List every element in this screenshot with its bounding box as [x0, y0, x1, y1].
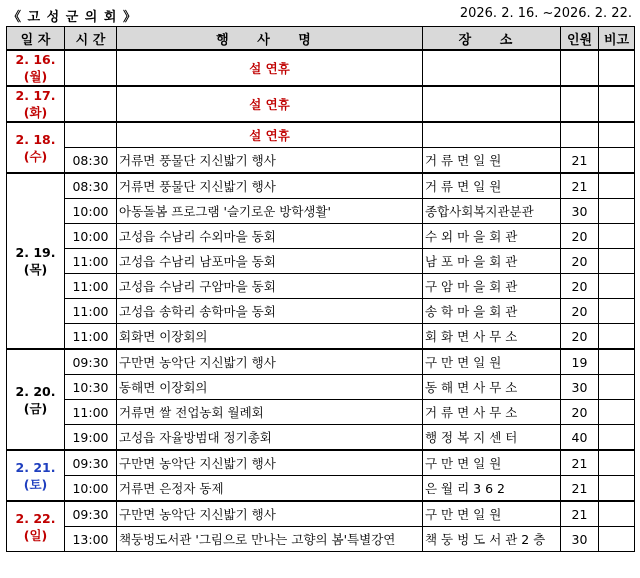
event-cell: 설 연휴: [117, 86, 423, 122]
event-cell: 구만면 농악단 지신밟기 행사: [117, 349, 423, 375]
column-header-event: 행 사 명: [117, 27, 423, 51]
date-cell: 2. 20. (금): [7, 349, 65, 450]
note-cell: [599, 527, 635, 552]
time-cell: 09:30: [65, 501, 117, 527]
time-cell: 09:30: [65, 450, 117, 476]
schedule-body: [7, 50, 635, 552]
attendee-count-cell: 30: [561, 375, 599, 400]
attendee-count-cell: 21: [561, 450, 599, 476]
table-row: [7, 299, 635, 324]
document-header: [6, 6, 634, 24]
table-row: [7, 50, 635, 86]
attendee-count-cell: 20: [561, 400, 599, 425]
place-cell: 거 류 면 일 원: [423, 148, 561, 174]
time-cell: 08:30: [65, 148, 117, 174]
table-row: [7, 148, 635, 174]
time-cell: 09:30: [65, 349, 117, 375]
attendee-count-cell: 21: [561, 148, 599, 174]
event-cell: 구만면 농악단 지신밟기 행사: [117, 450, 423, 476]
table-header-row: [7, 27, 635, 51]
note-cell: [599, 400, 635, 425]
place-cell: 행 정 복 지 센 터: [423, 425, 561, 451]
time-cell: 11:00: [65, 324, 117, 350]
event-cell: 동해면 이장회의: [117, 375, 423, 400]
attendee-count-cell: 20: [561, 324, 599, 350]
note-cell: [599, 501, 635, 527]
table-row: [7, 425, 635, 451]
table-row: [7, 375, 635, 400]
attendee-count-cell: 21: [561, 173, 599, 199]
note-cell: [599, 224, 635, 249]
time-cell: 10:30: [65, 375, 117, 400]
table-row: [7, 501, 635, 527]
note-cell: [599, 349, 635, 375]
time-cell: 10:00: [65, 199, 117, 224]
event-cell: 거류면 풍물단 지신밟기 행사: [117, 173, 423, 199]
time-cell: [65, 50, 117, 86]
table-row: [7, 173, 635, 199]
table-row: [7, 527, 635, 552]
date-cell: 2. 22.(일): [7, 501, 65, 552]
table-row: [7, 122, 635, 148]
note-cell: [599, 249, 635, 274]
time-cell: [65, 122, 117, 148]
table-row: [7, 224, 635, 249]
table-row: [7, 324, 635, 350]
date-cell: 2. 17. (화): [7, 86, 65, 122]
attendee-count-cell: [561, 122, 599, 148]
attendee-count-cell: 21: [561, 476, 599, 502]
event-cell: 거류면 풍물단 지신밟기 행사: [117, 148, 423, 174]
schedule-period: 2026. 2. 16. ~2026. 2. 22.: [459, 6, 632, 21]
place-cell: 동 해 면 사 무 소: [423, 375, 561, 400]
place-cell: [423, 86, 561, 122]
note-cell: [599, 274, 635, 299]
place-cell: 거 류 면 사 무 소: [423, 400, 561, 425]
attendee-count-cell: 30: [561, 199, 599, 224]
attendee-count-cell: 20: [561, 249, 599, 274]
attendee-count-cell: 19: [561, 349, 599, 375]
event-cell: 고성읍 자율방범대 정기총회: [117, 425, 423, 451]
place-cell: 거 류 면 일 원: [423, 173, 561, 199]
event-cell: 책둥벙도서관 '그림으로 만나는 고향의 봄'특별강연: [117, 527, 423, 552]
date-cell: 2. 18. (수): [7, 122, 65, 173]
event-cell: 구만면 농악단 지신밟기 행사: [117, 501, 423, 527]
place-cell: 종합사회복지관분관: [423, 199, 561, 224]
date-cell: 2. 21.(토): [7, 450, 65, 501]
event-cell: 고성읍 수남리 구암마을 동회: [117, 274, 423, 299]
table-row: [7, 476, 635, 502]
attendee-count-cell: [561, 50, 599, 86]
note-cell: [599, 199, 635, 224]
note-cell: [599, 324, 635, 350]
attendee-count-cell: 20: [561, 224, 599, 249]
note-cell: [599, 50, 635, 86]
event-cell: 설 연휴: [117, 50, 423, 86]
column-header-date: 일 자: [7, 27, 65, 51]
time-cell: 10:00: [65, 476, 117, 502]
event-cell: 고성읍 송학리 송학마을 동회: [117, 299, 423, 324]
council-title: 《 고 성 군 의 회 》: [8, 10, 137, 25]
table-row: [7, 274, 635, 299]
place-cell: 수 외 마 을 회 관: [423, 224, 561, 249]
event-cell: 고성읍 수남리 수외마을 동회: [117, 224, 423, 249]
event-cell: 거류면 쌀 전업농회 월례회: [117, 400, 423, 425]
event-cell: 고성읍 수남리 남포마을 동회: [117, 249, 423, 274]
note-cell: [599, 425, 635, 451]
place-cell: 은 월 리 3 6 2: [423, 476, 561, 502]
schedule-table: [6, 26, 635, 552]
column-header-place: 장 소: [423, 27, 561, 51]
place-cell: 남 포 마 을 회 관: [423, 249, 561, 274]
note-cell: [599, 122, 635, 148]
place-cell: 책 둥 벙 도 서 관 2 층: [423, 527, 561, 552]
table-row: [7, 86, 635, 122]
note-cell: [599, 450, 635, 476]
place-cell: [423, 122, 561, 148]
attendee-count-cell: 40: [561, 425, 599, 451]
place-cell: 구 만 면 일 원: [423, 501, 561, 527]
table-row: [7, 249, 635, 274]
event-cell: 거류면 은정자 동제: [117, 476, 423, 502]
time-cell: 13:00: [65, 527, 117, 552]
event-cell: 회화면 이장회의: [117, 324, 423, 350]
date-cell: 2. 16. (월): [7, 50, 65, 86]
attendee-count-cell: 20: [561, 299, 599, 324]
table-row: [7, 349, 635, 375]
time-cell: 19:00: [65, 425, 117, 451]
note-cell: [599, 375, 635, 400]
note-cell: [599, 148, 635, 174]
time-cell: 11:00: [65, 274, 117, 299]
event-cell: 설 연휴: [117, 122, 423, 148]
attendee-count-cell: 21: [561, 501, 599, 527]
place-cell: 회 화 면 사 무 소: [423, 324, 561, 350]
attendee-count-cell: 20: [561, 274, 599, 299]
note-cell: [599, 173, 635, 199]
time-cell: [65, 86, 117, 122]
place-cell: [423, 50, 561, 86]
date-cell: 2. 19. (목): [7, 173, 65, 349]
place-cell: 송 학 마 을 회 관: [423, 299, 561, 324]
time-cell: 11:00: [65, 249, 117, 274]
place-cell: 구 암 마 을 회 관: [423, 274, 561, 299]
note-cell: [599, 476, 635, 502]
event-cell: 아동돌봄 프로그램 '슬기로운 방학생활': [117, 199, 423, 224]
time-cell: 11:00: [65, 400, 117, 425]
attendee-count-cell: 30: [561, 527, 599, 552]
time-cell: 11:00: [65, 299, 117, 324]
table-row: [7, 450, 635, 476]
note-cell: [599, 86, 635, 122]
column-header-count: 인원: [561, 27, 599, 51]
place-cell: 구 만 면 일 원: [423, 450, 561, 476]
column-header-time: 시 간: [65, 27, 117, 51]
time-cell: 10:00: [65, 224, 117, 249]
time-cell: 08:30: [65, 173, 117, 199]
attendee-count-cell: [561, 86, 599, 122]
place-cell: 구 만 면 일 원: [423, 349, 561, 375]
table-row: [7, 199, 635, 224]
column-header-note: 비고: [599, 27, 635, 51]
note-cell: [599, 299, 635, 324]
table-row: [7, 400, 635, 425]
